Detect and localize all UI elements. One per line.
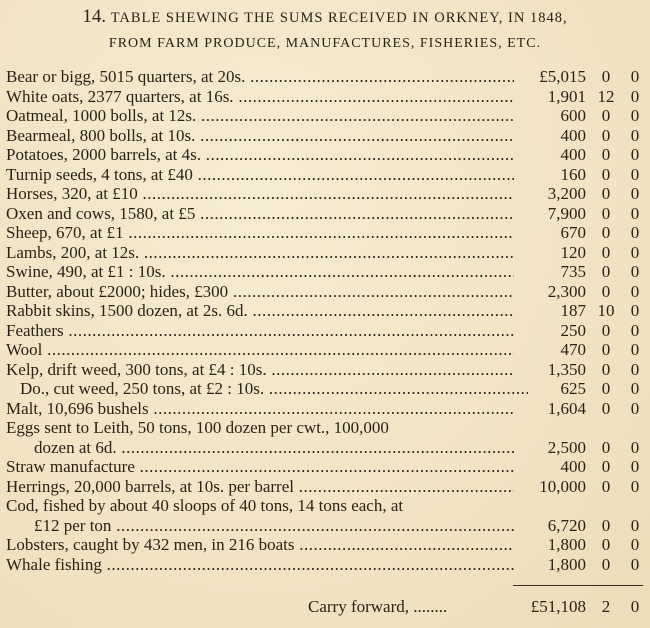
total-rule bbox=[513, 585, 643, 586]
row-description-continued: £12 per ton ..... bbox=[34, 516, 514, 536]
row-pounds: 735 bbox=[560, 262, 586, 281]
row-description: Eggs sent to Leith, 50 tons, 100 dozen per cwt., 100,000 bbox=[6, 418, 389, 437]
row-pence: 0 bbox=[630, 340, 640, 359]
row-pounds: 1,800 bbox=[547, 535, 586, 554]
row-description: Whale fishing ..... bbox=[6, 555, 514, 575]
row-description: Swine, 490, at £1 : 10s. ..... bbox=[6, 262, 514, 282]
row-pence: 0 bbox=[630, 554, 640, 574]
table-row bbox=[6, 87, 646, 107]
table-row bbox=[6, 262, 646, 282]
row-description: Lambs, 200, at 12s. ..... bbox=[6, 243, 514, 263]
row-shillings: 0 bbox=[601, 203, 611, 223]
row-pence: 0 bbox=[630, 476, 640, 496]
row-pence: 0 bbox=[630, 184, 640, 203]
row-shillings: 0 bbox=[601, 67, 611, 86]
row-description: Herrings, 20,000 barrels, at 10s. per barrel ..... bbox=[6, 477, 514, 497]
row-shillings: 0 bbox=[601, 223, 611, 242]
row-shillings: 0 bbox=[601, 515, 611, 535]
row-description: Cod, fished by about 40 sloops of 40 tons, 14 tons each, at bbox=[6, 496, 404, 515]
row-description: Butter, about £2000; hides, £300 ..... bbox=[6, 282, 514, 302]
row-pounds: 625 bbox=[560, 379, 586, 398]
row-pence: 0 bbox=[630, 203, 640, 223]
row-pounds: 1,901 bbox=[547, 86, 586, 106]
row-description-continued: dozen at 6d. ..... bbox=[34, 438, 514, 458]
table-row bbox=[6, 145, 646, 165]
row-description: Feathers ..... bbox=[6, 321, 514, 341]
table-row bbox=[6, 379, 646, 399]
table-row bbox=[6, 106, 646, 126]
row-pence: 0 bbox=[630, 145, 640, 164]
table-row bbox=[6, 418, 646, 457]
row-pence: 0 bbox=[630, 398, 640, 418]
row-pence: 0 bbox=[630, 359, 640, 379]
row-shillings: 10 bbox=[597, 301, 615, 320]
row-pence: 0 bbox=[630, 320, 640, 340]
carry-forward-text: Carry forward, bbox=[308, 597, 410, 616]
row-pence: 0 bbox=[630, 515, 640, 535]
row-shillings: 0 bbox=[601, 554, 611, 574]
carry-forward-row bbox=[6, 596, 646, 618]
total-pounds: £51,108 bbox=[530, 597, 586, 616]
table-row bbox=[6, 555, 646, 575]
row-shillings: 0 bbox=[601, 535, 611, 554]
table-row bbox=[6, 204, 646, 224]
table-row bbox=[6, 301, 646, 321]
table-row bbox=[6, 477, 646, 497]
table-row bbox=[6, 496, 646, 535]
row-shillings: 0 bbox=[601, 379, 611, 398]
table-title-line-1 bbox=[0, 6, 650, 28]
row-description: Oxen and cows, 1580, at £5 ..... bbox=[6, 204, 514, 224]
row-pence: 0 bbox=[630, 86, 640, 106]
row-description: Bear or bigg, 5015 quarters, at 20s. ..... bbox=[6, 67, 514, 87]
carry-forward-label bbox=[308, 596, 447, 618]
table-row bbox=[6, 126, 646, 146]
row-description: Do., cut weed, 250 tons, at £2 : 10s. ..... bbox=[20, 379, 528, 399]
row-shillings: 0 bbox=[601, 457, 611, 476]
table-row bbox=[6, 321, 646, 341]
row-pounds: 187 bbox=[560, 301, 586, 320]
row-description: Turnip seeds, 4 tons, at £40 ..... bbox=[6, 165, 514, 185]
row-pence: 0 bbox=[630, 437, 640, 457]
row-pounds: 6,720 bbox=[547, 515, 586, 535]
table-row bbox=[6, 67, 646, 87]
row-pence: 0 bbox=[630, 457, 640, 476]
row-pounds: 120 bbox=[560, 242, 586, 262]
row-description: Straw manufacture ..... bbox=[6, 457, 514, 477]
row-pounds: 160 bbox=[560, 164, 586, 184]
table-row bbox=[6, 184, 646, 204]
row-pounds: 1,350 bbox=[547, 359, 586, 379]
row-pounds: 1,800 bbox=[547, 554, 586, 574]
row-shillings: 12 bbox=[597, 86, 615, 106]
row-pounds: £5,015 bbox=[539, 67, 586, 86]
row-shillings: 0 bbox=[601, 437, 611, 457]
row-pounds: 600 bbox=[560, 106, 586, 125]
row-pounds: 10,000 bbox=[539, 476, 586, 496]
table-row bbox=[6, 535, 646, 555]
table-row bbox=[6, 223, 646, 243]
row-shillings: 0 bbox=[601, 476, 611, 496]
row-description: Malt, 10,696 bushels ..... bbox=[6, 399, 514, 419]
row-shillings: 0 bbox=[601, 320, 611, 340]
row-description: Horses, 320, at £10 ..... bbox=[6, 184, 514, 204]
row-pence: 0 bbox=[630, 106, 640, 125]
row-shillings: 0 bbox=[601, 184, 611, 203]
row-pence: 0 bbox=[630, 379, 640, 398]
row-shillings: 0 bbox=[601, 281, 611, 301]
row-description: Lobsters, caught by 432 men, in 216 boats ..... bbox=[6, 535, 514, 555]
row-pence: 0 bbox=[630, 242, 640, 262]
table-title-line-2: FROM FARM PRODUCE, MANUFACTURES, FISHERIES, ETC. bbox=[108, 36, 542, 51]
row-shillings: 0 bbox=[601, 398, 611, 418]
row-pence: 0 bbox=[630, 67, 640, 86]
row-description: Sheep, 670, at £1 ..... bbox=[6, 223, 514, 243]
row-shillings: 0 bbox=[601, 125, 611, 145]
table-number: 14. bbox=[82, 6, 107, 27]
row-shillings: 0 bbox=[601, 145, 611, 164]
sums-table bbox=[6, 67, 646, 574]
row-pence: 0 bbox=[630, 281, 640, 301]
row-pounds: 7,900 bbox=[547, 203, 586, 223]
table-row bbox=[6, 457, 646, 477]
row-pounds: 670 bbox=[560, 223, 586, 242]
row-pounds: 2,300 bbox=[547, 281, 586, 301]
row-pounds: 250 bbox=[560, 320, 586, 340]
row-shillings: 0 bbox=[601, 340, 611, 359]
row-pounds: 400 bbox=[560, 457, 586, 476]
table-row bbox=[6, 165, 646, 185]
row-pence: 0 bbox=[630, 301, 640, 320]
row-description: Wool ..... bbox=[6, 340, 514, 360]
row-shillings: 0 bbox=[601, 359, 611, 379]
row-pence: 0 bbox=[630, 535, 640, 554]
row-description: Kelp, drift weed, 300 tons, at £4 : 10s. ..... bbox=[6, 360, 514, 380]
row-pounds: 1,604 bbox=[547, 398, 586, 418]
row-pence: 0 bbox=[630, 223, 640, 242]
row-pence: 0 bbox=[630, 125, 640, 145]
row-shillings: 0 bbox=[601, 242, 611, 262]
row-pence: 0 bbox=[630, 164, 640, 184]
row-description: Oatmeal, 1000 bolls, at 12s. ..... bbox=[6, 106, 514, 126]
row-shillings: 0 bbox=[601, 106, 611, 125]
carry-forward-dots: ........ bbox=[413, 597, 448, 616]
table-row bbox=[6, 360, 646, 380]
row-description: Rabbit skins, 1500 dozen, at 2s. 6d. ..... bbox=[6, 301, 514, 321]
row-pence: 0 bbox=[630, 262, 640, 281]
row-description: Bearmeal, 800 bolls, at 10s. ..... bbox=[6, 126, 514, 146]
row-description: White oats, 2377 quarters, at 16s. ..... bbox=[6, 87, 514, 107]
table-row bbox=[6, 399, 646, 419]
table-row bbox=[6, 243, 646, 263]
table-row bbox=[6, 282, 646, 302]
table-row bbox=[6, 340, 646, 360]
total-pence: 0 bbox=[630, 597, 640, 616]
row-shillings: 0 bbox=[601, 164, 611, 184]
row-pounds: 2,500 bbox=[547, 437, 586, 457]
row-shillings: 0 bbox=[601, 262, 611, 281]
row-pounds: 400 bbox=[560, 125, 586, 145]
row-pounds: 470 bbox=[560, 340, 586, 359]
row-description: Potatoes, 2000 barrels, at 4s. ..... bbox=[6, 145, 514, 165]
row-pounds: 3,200 bbox=[547, 184, 586, 203]
row-pounds: 400 bbox=[560, 145, 586, 164]
table-title-text: TABLE SHEWING THE SUMS RECEIVED IN ORKNEY, IN 1848, bbox=[110, 10, 568, 26]
total-shillings: 2 bbox=[601, 597, 611, 616]
